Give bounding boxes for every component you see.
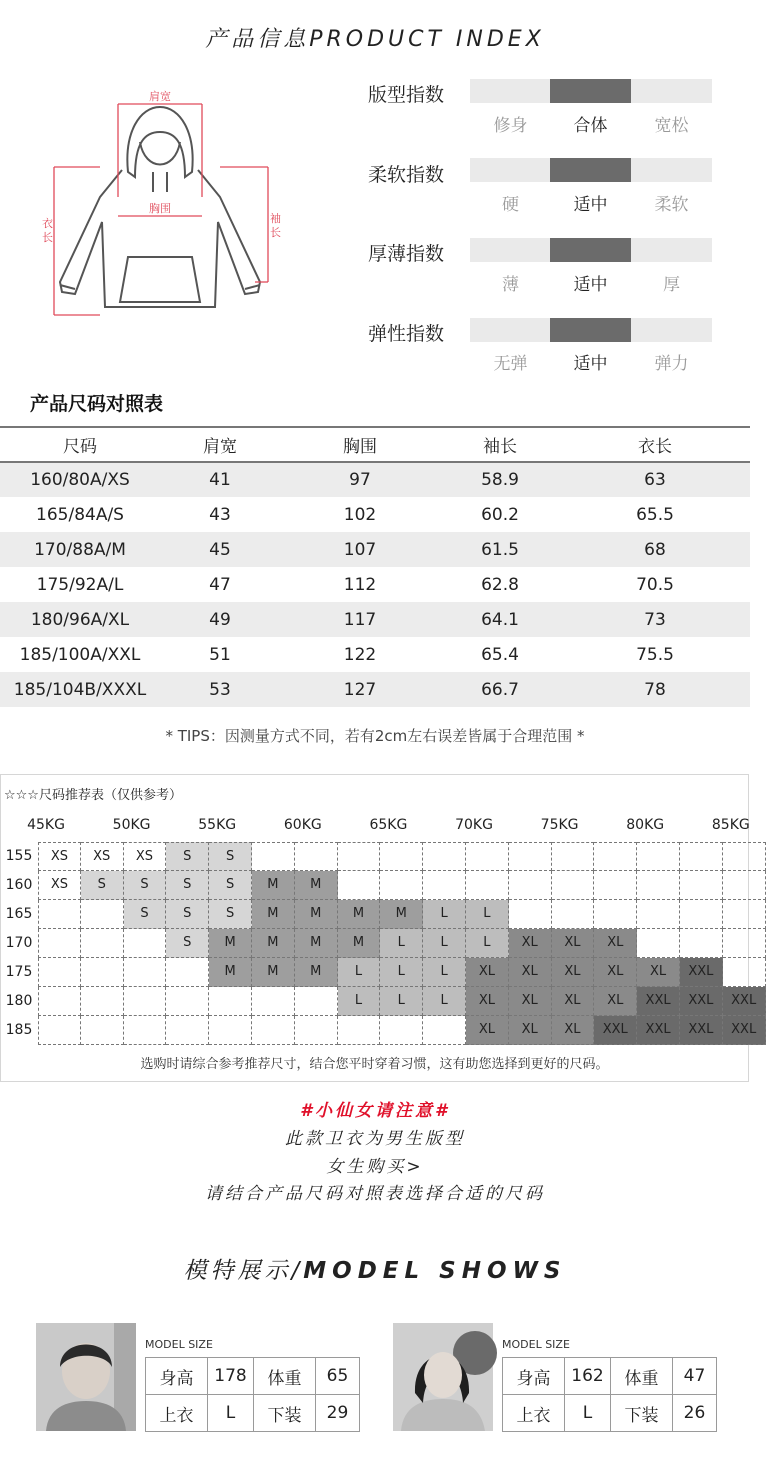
model-size-label: MODEL SIZE xyxy=(145,1338,213,1351)
index-bar xyxy=(470,158,712,182)
index-bar xyxy=(470,238,712,262)
size-cell: M xyxy=(209,929,252,958)
size-cell xyxy=(252,842,295,871)
hoodie-diagram xyxy=(40,82,290,327)
size-cell: XL xyxy=(594,958,637,987)
table-cell: 78 xyxy=(560,672,750,707)
table-cell: 29 xyxy=(316,1395,360,1432)
table-cell: 51 xyxy=(209,644,231,665)
column-header: 胸围 xyxy=(343,437,377,457)
table-cell: 45 xyxy=(160,532,280,567)
size-cell: XXL xyxy=(637,1016,680,1045)
size-cell: XXL xyxy=(680,987,723,1016)
weight-label: 65KG xyxy=(369,817,408,833)
size-cell xyxy=(423,1016,466,1045)
table-cell: 身高 xyxy=(146,1358,208,1395)
size-cell: M xyxy=(252,900,295,929)
size-cell: S xyxy=(209,900,252,929)
size-cell: M xyxy=(209,958,252,987)
size-cell: M xyxy=(295,900,338,929)
table-cell: 65.4 xyxy=(481,644,519,665)
table-cell: 47 xyxy=(673,1358,717,1395)
size-chart-table xyxy=(0,426,750,707)
size-cell xyxy=(380,871,423,900)
weight-label: 60KG xyxy=(283,817,322,833)
size-cell xyxy=(680,900,723,929)
notice-line: 请结合产品尺码对照表选择合适的尺码 xyxy=(205,1184,545,1204)
size-cell: M xyxy=(295,871,338,900)
size-cell xyxy=(723,842,766,871)
size-cell xyxy=(637,900,680,929)
model-size-table xyxy=(502,1357,717,1432)
size-cell: M xyxy=(380,900,423,929)
model-photo-female xyxy=(393,1323,493,1431)
size-cell xyxy=(380,1016,423,1045)
size-cell xyxy=(552,842,595,871)
page-title xyxy=(0,22,750,53)
size-cell: XL xyxy=(594,987,637,1016)
table-cell: 47 xyxy=(209,574,231,595)
height-label: 160 xyxy=(5,877,33,893)
weight-label: 85KG xyxy=(711,817,750,833)
size-cell: S xyxy=(209,871,252,900)
height-label: 180 xyxy=(5,993,33,1009)
index-option: 薄 xyxy=(502,275,519,295)
weight-label: 80KG xyxy=(626,817,665,833)
table-cell: 65.5 xyxy=(636,504,674,525)
size-cell xyxy=(723,929,766,958)
size-cell: XS xyxy=(81,842,124,871)
table-cell: 上衣 xyxy=(503,1395,565,1432)
size-cell: M xyxy=(338,929,381,958)
index-option: 弹力 xyxy=(654,354,689,374)
size-cell xyxy=(552,900,595,929)
table-cell: 178 xyxy=(208,1358,254,1395)
table-cell: 160/80A/XS xyxy=(0,462,160,497)
size-cell: XL xyxy=(637,958,680,987)
table-row xyxy=(503,1358,717,1395)
table-row xyxy=(146,1395,360,1432)
index-option: 无弹 xyxy=(493,354,528,374)
table-cell: 体重 xyxy=(254,1358,316,1395)
table-cell: L xyxy=(565,1395,611,1432)
table-cell: 65 xyxy=(316,1358,360,1395)
index-bar-fill xyxy=(550,158,631,182)
table-cell: 41 xyxy=(160,462,280,497)
size-cell xyxy=(723,871,766,900)
table-cell: 58.9 xyxy=(440,462,560,497)
size-cell: S xyxy=(166,900,209,929)
table-cell: 66.7 xyxy=(440,672,560,707)
index-bar-fill xyxy=(550,79,631,103)
size-cell xyxy=(252,1016,295,1045)
table-row xyxy=(0,637,750,672)
table-cell: 180/96A/XL xyxy=(0,602,160,637)
size-cell xyxy=(338,871,381,900)
table-header-row xyxy=(0,427,750,462)
index-label: 弹性指数 xyxy=(368,323,445,345)
size-cell: L xyxy=(338,958,381,987)
table-cell: 64.1 xyxy=(440,602,560,637)
size-cell: S xyxy=(166,929,209,958)
model-title-cn: 模特展示/ xyxy=(183,1258,304,1284)
table-cell: 53 xyxy=(160,672,280,707)
length-label: 衣长 xyxy=(42,217,53,244)
size-cell: XL xyxy=(466,1016,509,1045)
size-cell xyxy=(723,958,766,987)
model-size-table xyxy=(145,1357,360,1432)
chest-label: 胸围 xyxy=(149,202,171,215)
size-cell xyxy=(81,1016,124,1045)
table-cell: 上衣 xyxy=(146,1395,208,1432)
height-label: 185 xyxy=(5,1022,33,1038)
size-cell xyxy=(124,1016,167,1045)
table-cell: 63 xyxy=(560,462,750,497)
model-section-title xyxy=(0,1252,750,1285)
size-cell xyxy=(723,900,766,929)
size-cell xyxy=(209,1016,252,1045)
table-cell: 185/100A/XXL xyxy=(19,644,141,665)
index-bar-fill xyxy=(550,238,631,262)
size-cell: M xyxy=(252,929,295,958)
notice-line: 女生购买> xyxy=(326,1157,424,1177)
table-cell: 73 xyxy=(560,602,750,637)
size-cell xyxy=(38,958,81,987)
table-row xyxy=(0,672,750,707)
table-cell: 60.2 xyxy=(481,504,519,525)
model-photo-male xyxy=(36,1323,136,1431)
shoulder-label: 肩宽 xyxy=(149,90,171,103)
size-cell xyxy=(124,987,167,1016)
weight-label: 45KG xyxy=(27,817,65,833)
size-cell: XL xyxy=(509,1016,552,1045)
table-cell: 26 xyxy=(673,1395,717,1432)
size-cell xyxy=(637,929,680,958)
table-cell: L xyxy=(208,1395,254,1432)
size-cell xyxy=(166,987,209,1016)
index-bar-fill xyxy=(550,318,631,342)
size-cell xyxy=(680,929,723,958)
model-avatar-icon xyxy=(393,1323,493,1431)
size-cell: XL xyxy=(466,958,509,987)
size-cell: XL xyxy=(552,1016,595,1045)
model-size-label: MODEL SIZE xyxy=(502,1338,570,1351)
column-header: 肩宽 xyxy=(203,437,237,457)
index-bar xyxy=(470,318,712,342)
size-cell xyxy=(81,958,124,987)
size-cell: M xyxy=(252,871,295,900)
table-cell: 107 xyxy=(280,532,440,567)
index-option-selected: 适中 xyxy=(573,195,608,215)
index-option: 硬 xyxy=(502,195,519,215)
table-cell: 43 xyxy=(209,504,231,525)
table-cell: 185/104B/XXXL xyxy=(0,672,160,707)
index-option: 宽松 xyxy=(654,116,689,136)
size-cell: L xyxy=(423,958,466,987)
index-option-selected: 合体 xyxy=(573,116,608,136)
table-cell: 170/88A/M xyxy=(0,532,160,567)
table-row xyxy=(0,497,750,532)
size-cell xyxy=(124,958,167,987)
size-cell: XL xyxy=(466,987,509,1016)
size-cell: L xyxy=(338,987,381,1016)
size-cell: S xyxy=(81,871,124,900)
table-row xyxy=(0,462,750,497)
table-cell: 102 xyxy=(343,504,377,525)
size-cell: S xyxy=(124,871,167,900)
column-header: 袖长 xyxy=(483,437,517,457)
height-label: 155 xyxy=(5,848,33,864)
page-title-en: PRODUCT INDEX xyxy=(309,27,545,52)
table-row xyxy=(0,567,750,602)
table-cell: 175/92A/L xyxy=(36,574,124,595)
size-cell xyxy=(594,900,637,929)
table-row xyxy=(503,1395,717,1432)
height-label: 165 xyxy=(5,906,33,922)
size-cell xyxy=(81,900,124,929)
size-cell: XL xyxy=(552,929,595,958)
model-avatar-icon xyxy=(36,1323,136,1431)
size-cell xyxy=(380,842,423,871)
size-cell xyxy=(680,842,723,871)
size-cell: XS xyxy=(124,842,167,871)
size-cell xyxy=(509,900,552,929)
weight-label: 70KG xyxy=(455,817,493,833)
column-header: 衣长 xyxy=(638,437,672,457)
size-cell xyxy=(81,929,124,958)
table-cell: 68 xyxy=(560,532,750,567)
notice-line: 此款卫衣为男生版型 xyxy=(285,1129,465,1149)
model-title-en: MODEL SHOWS xyxy=(303,1258,567,1284)
size-cell xyxy=(680,871,723,900)
size-cell xyxy=(38,900,81,929)
size-cell: XL xyxy=(594,929,637,958)
table-cell: 下装 xyxy=(611,1395,673,1432)
size-cell xyxy=(81,987,124,1016)
table-cell: 下装 xyxy=(254,1395,316,1432)
notice-heading: #小仙女请注意# xyxy=(300,1101,450,1121)
size-cell xyxy=(252,987,295,1016)
size-cell xyxy=(594,842,637,871)
size-cell xyxy=(423,842,466,871)
size-cell xyxy=(637,842,680,871)
size-cell: L xyxy=(423,900,466,929)
size-cell: S xyxy=(166,871,209,900)
size-cell xyxy=(38,987,81,1016)
sleeve-label: 袖长 xyxy=(270,212,281,239)
index-option-selected: 适中 xyxy=(573,275,608,295)
size-cell: XS xyxy=(38,871,81,900)
size-cell xyxy=(552,871,595,900)
table-cell: 162 xyxy=(565,1358,611,1395)
height-label: 175 xyxy=(5,964,33,980)
hoodie-icon xyxy=(40,82,290,327)
table-cell: 75.5 xyxy=(636,644,674,665)
size-cell: L xyxy=(380,987,423,1016)
size-cell xyxy=(166,958,209,987)
recommend-title: ☆☆☆尺码推荐表（仅供参考） xyxy=(4,788,182,803)
table-cell: 122 xyxy=(343,644,377,665)
size-cell xyxy=(466,842,509,871)
table-cell: 62.8 xyxy=(481,574,519,595)
size-cell: XL xyxy=(552,987,595,1016)
size-cell: M xyxy=(295,958,338,987)
index-bar xyxy=(470,79,712,103)
size-cell xyxy=(594,871,637,900)
size-cell: XL xyxy=(552,958,595,987)
table-row xyxy=(0,532,750,567)
size-cell xyxy=(38,1016,81,1045)
weight-label: 50KG xyxy=(112,817,151,833)
size-cell: XXL xyxy=(680,1016,723,1045)
size-cell xyxy=(124,929,167,958)
page-title-cn: 产品信息 xyxy=(205,27,310,52)
size-cell xyxy=(166,1016,209,1045)
size-cell: S xyxy=(209,842,252,871)
size-cell: M xyxy=(295,929,338,958)
table-cell: 身高 xyxy=(503,1358,565,1395)
size-cell: M xyxy=(252,958,295,987)
index-option: 厚 xyxy=(663,275,680,295)
size-cell xyxy=(466,871,509,900)
table-cell: 97 xyxy=(280,462,440,497)
size-cell: XS xyxy=(38,842,81,871)
table-row xyxy=(146,1358,360,1395)
table-cell: 49 xyxy=(160,602,280,637)
size-cell: XXL xyxy=(680,958,723,987)
size-cell xyxy=(637,871,680,900)
index-label: 厚薄指数 xyxy=(368,243,445,265)
size-cell xyxy=(338,1016,381,1045)
size-cell xyxy=(423,871,466,900)
index-option-selected: 适中 xyxy=(573,354,608,374)
weight-label: 75KG xyxy=(540,817,579,833)
table-cell: 体重 xyxy=(611,1358,673,1395)
size-tips: * TIPS：因测量方式不同，若有2cm左右误差皆属于合理范围 * xyxy=(165,727,585,745)
size-cell: S xyxy=(166,842,209,871)
size-cell xyxy=(509,871,552,900)
index-label: 柔软指数 xyxy=(368,164,445,186)
size-cell xyxy=(338,842,381,871)
weight-label: 55KG xyxy=(198,817,237,833)
index-label: 版型指数 xyxy=(368,84,445,106)
table-cell: 127 xyxy=(280,672,440,707)
size-cell xyxy=(38,929,81,958)
size-cell: L xyxy=(423,929,466,958)
size-chart-title: 产品尺码对照表 xyxy=(30,393,164,415)
size-cell: L xyxy=(380,958,423,987)
size-cell xyxy=(295,842,338,871)
size-cell: XXL xyxy=(723,1016,766,1045)
size-cell: L xyxy=(380,929,423,958)
size-cell xyxy=(209,987,252,1016)
table-cell: 117 xyxy=(280,602,440,637)
size-cell: M xyxy=(338,900,381,929)
index-option: 修身 xyxy=(493,116,528,136)
recommend-note: 选购时请综合参考推荐尺寸，结合您平时穿着习惯，这有助您选择到更好的尺码。 xyxy=(140,1057,609,1072)
size-cell xyxy=(509,842,552,871)
height-label: 170 xyxy=(5,935,33,951)
size-cell: XXL xyxy=(594,1016,637,1045)
table-cell: 112 xyxy=(343,574,377,595)
size-cell: S xyxy=(124,900,167,929)
size-cell: XXL xyxy=(723,987,766,1016)
table-cell: 70.5 xyxy=(636,574,674,595)
size-cell: XXL xyxy=(637,987,680,1016)
table-row xyxy=(0,602,750,637)
index-option: 柔软 xyxy=(654,195,689,215)
size-cell: L xyxy=(466,929,509,958)
column-header: 尺码 xyxy=(63,437,97,457)
size-cell: XL xyxy=(509,958,552,987)
size-cell: XL xyxy=(509,987,552,1016)
size-cell xyxy=(295,987,338,1016)
table-cell: 61.5 xyxy=(440,532,560,567)
size-cell xyxy=(295,1016,338,1045)
table-cell: 165/84A/S xyxy=(36,504,124,525)
size-cell: L xyxy=(423,987,466,1016)
size-cell: XL xyxy=(509,929,552,958)
size-cell: L xyxy=(466,900,509,929)
